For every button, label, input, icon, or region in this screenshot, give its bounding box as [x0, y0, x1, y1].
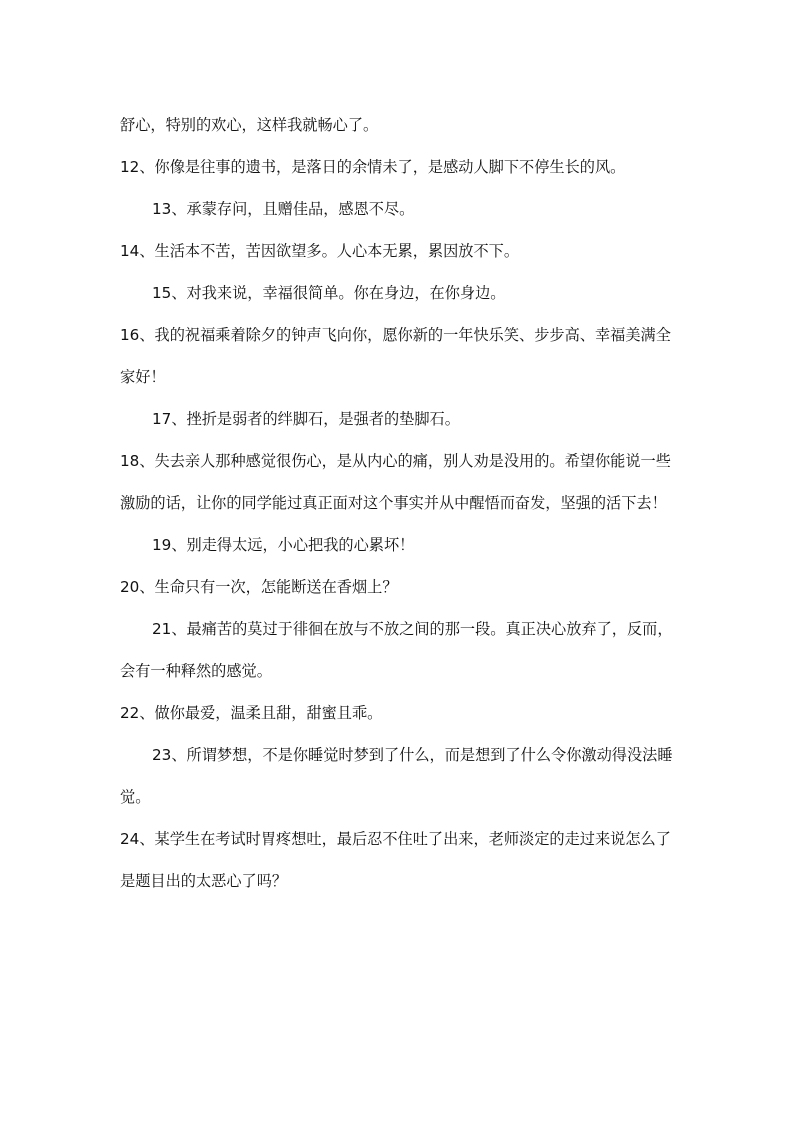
paragraph-13: 13、承蒙存问，且赠佳品，感恩不尽。 [152, 200, 415, 218]
paragraph-continuation: 舒心，特别的欢心，这样我就畅心了。 [120, 116, 379, 134]
paragraph-16: 16、我的祝福乘着除夕的钟声飞向你，愿你新的一年快乐笑、步步高、幸福美满全家好！ [120, 326, 671, 386]
paragraph-18: 18、失去亲人那种感觉很伤心，是从内心的痛，别人劝是没用的。希望你能说一些激励的话，让你的同学能过真正面对这个事实并从中醒悟而奋发，坚强的活下去！ [120, 452, 671, 512]
paragraph-17: 17、挫折是弱者的绊脚石，是强者的垫脚石。 [152, 410, 460, 428]
paragraph-21: 21、最痛苦的莫过于徘徊在放与不放之间的那一段。真正决心放弃了，反而，会有一种释然的感觉。 [120, 620, 673, 680]
paragraph-23: 23、所谓梦想，不是你睡觉时梦到了什么，而是想到了什么令你激动得没法睡觉。 [120, 746, 673, 806]
paragraph-15: 15、对我来说，幸福很简单。你在身边，在你身边。 [152, 284, 506, 302]
paragraph-14: 14、生活本不苦，苦因欲望多。人心本无累，累因放不下。 [120, 242, 520, 260]
paragraph-20: 20、生命只有一次，怎能断送在香烟上？ [120, 578, 398, 596]
paragraph-22: 22、做你最爱，温柔且甜，甜蜜且乖。 [120, 704, 383, 722]
paragraph-12: 12、你像是往事的遗书，是落日的余情未了，是感动人脚下不停生长的风。 [120, 158, 626, 176]
paragraph-24: 24、某学生在考试时胃疼想吐，最后忍不住吐了出来，老师淡定的走过来说怎么了是题目出的太恶心了吗？ [120, 830, 671, 890]
paragraph-19: 19、别走得太远，小心把我的心累坏！ [152, 536, 415, 554]
document-body [120, 104, 680, 902]
